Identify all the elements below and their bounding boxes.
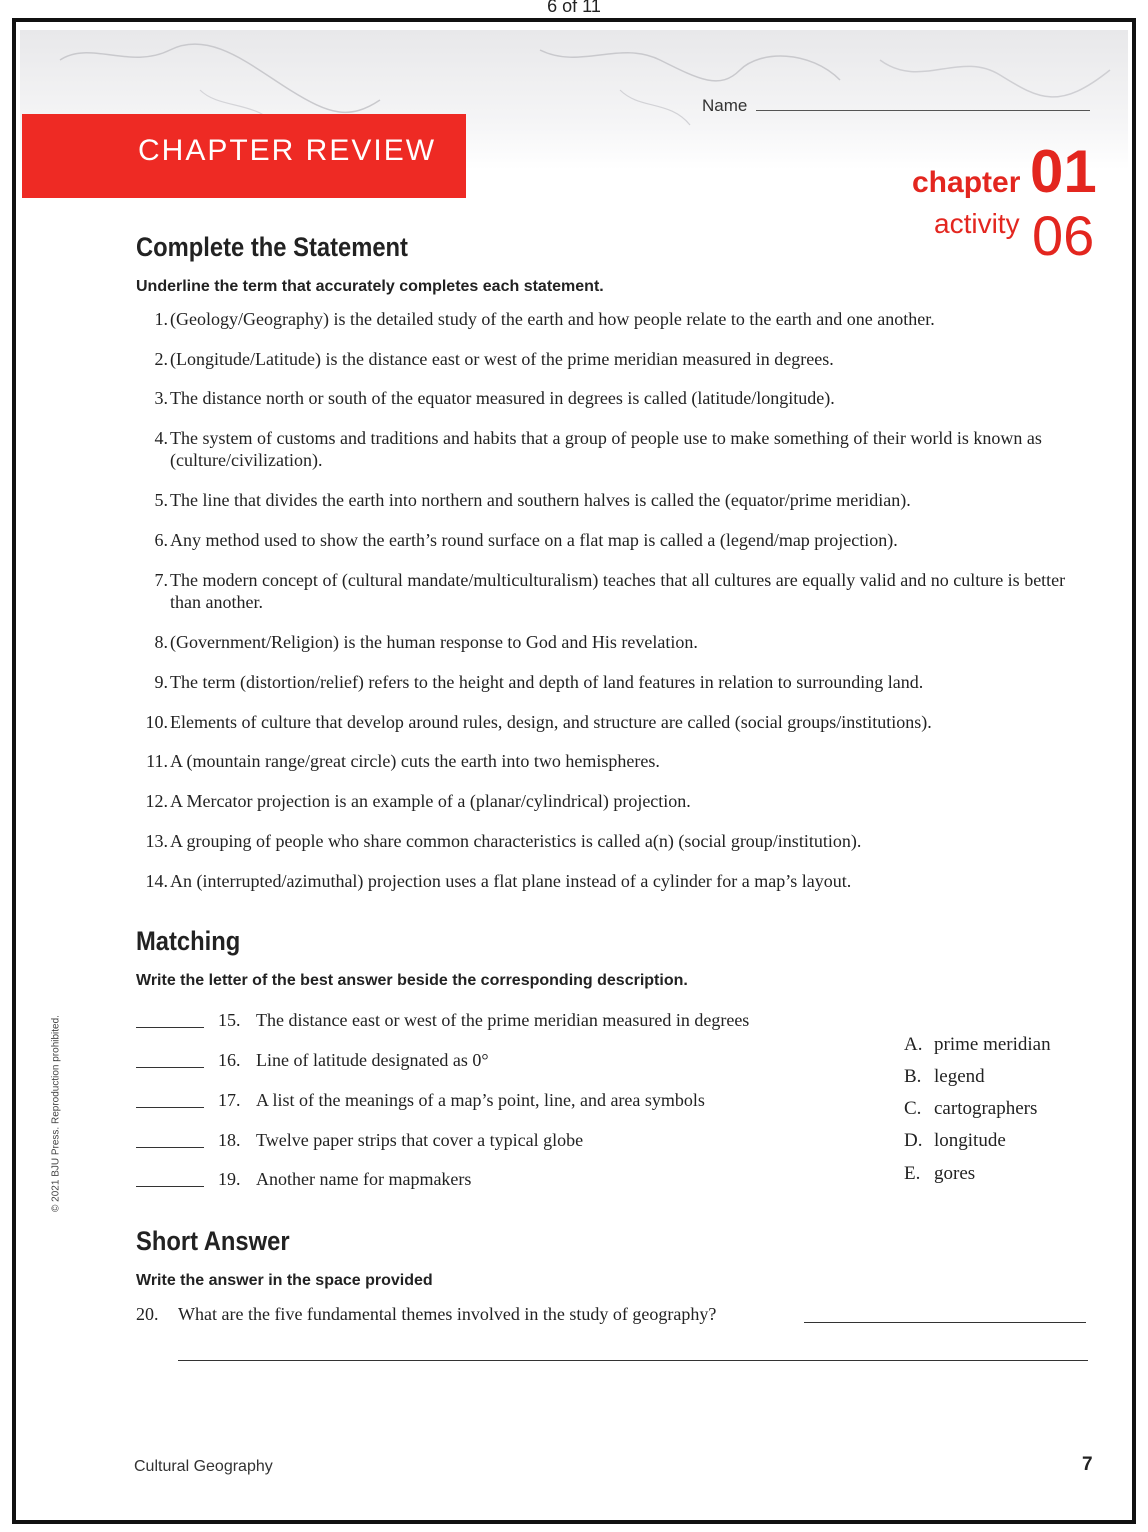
answer-option: [904, 1098, 1037, 1120]
item-number: 2.: [154, 349, 168, 369]
chapter-label: chapter: [912, 166, 1021, 199]
answer-blank[interactable]: [136, 1186, 204, 1187]
item-text: Twelve paper strips that cover a typical globe: [256, 1130, 584, 1150]
answer-option: [904, 1163, 975, 1185]
item-number: 8.: [154, 632, 168, 652]
item-text: A list of the meanings of a map’s point, line, and area symbols: [256, 1090, 705, 1110]
item-number: 10.: [145, 712, 168, 732]
item-text[interactable]: A (mountain range/great circle) cuts the earth into two hemispheres.: [170, 751, 660, 771]
item-number: 5.: [154, 490, 168, 510]
item-text[interactable]: Any method used to show the earth’s round surface on a flat map is called a (legend/map projection).: [170, 530, 898, 550]
section-instruction-short-answer: Write the answer in the space provided: [136, 1272, 433, 1289]
item-number: 6.: [154, 530, 168, 550]
item-number: 7.: [154, 570, 168, 590]
banner-title: CHAPTER REVIEW: [138, 134, 437, 167]
question-text: What are the five fundamental themes involved in the study of geography?: [178, 1304, 717, 1324]
item-text[interactable]: (Geology/Geography) is the detailed study of the earth and how people relate to the earth and one another.: [170, 309, 935, 329]
answer-line[interactable]: [804, 1322, 1086, 1323]
book-title: Cultural Geography: [134, 1458, 273, 1475]
chapter-review-banner: [22, 114, 466, 198]
page-indicator: 6 of 11: [547, 0, 601, 16]
answer-option: [904, 1066, 985, 1088]
item-text[interactable]: A Mercator projection is an example of a (planar/cylindrical) projection.: [170, 791, 691, 811]
item-number: 17.: [218, 1090, 241, 1110]
answer-text: cartographers: [934, 1098, 1038, 1119]
answer-letter: C.: [904, 1098, 922, 1119]
item-text[interactable]: Elements of culture that develop around rules, design, and structure are called (social groups/institutions).: [170, 712, 932, 732]
item-text[interactable]: An (interrupted/azimuthal) projection uses a flat plane instead of a cylinder for a map’s layout.: [170, 871, 852, 891]
answer-text: longitude: [934, 1130, 1006, 1151]
section-instruction-complete-statement: Underline the term that accurately completes each statement.: [136, 278, 604, 295]
item-text[interactable]: The modern concept of (cultural mandate/multiculturalism) teaches that all cultures are equally valid and no culture is better than another.: [170, 570, 1066, 612]
answer-letter: A.: [904, 1034, 923, 1055]
item-number: 1.: [154, 309, 168, 329]
answer-letter: E.: [904, 1163, 921, 1184]
item-text[interactable]: (Longitude/Latitude) is the distance east or west of the prime meridian measured in degrees.: [170, 349, 834, 369]
worksheet-page: [12, 18, 1136, 1524]
section-instruction-matching: Write the letter of the best answer beside the corresponding description.: [136, 972, 688, 989]
item-text[interactable]: The line that divides the earth into northern and southern halves is called the (equator/prime meridian).: [170, 490, 911, 510]
chapter-number: 01: [1030, 138, 1097, 205]
answer-text: gores: [934, 1163, 976, 1184]
item-text[interactable]: (Government/Religion) is the human response to God and His revelation.: [170, 632, 698, 652]
name-label: Name: [702, 96, 748, 115]
copyright-notice: © 2021 BJU Press. Reproduction prohibited.: [50, 1015, 62, 1212]
item-number: 16.: [218, 1050, 241, 1070]
item-number: 9.: [154, 672, 168, 692]
answer-line[interactable]: [178, 1360, 1088, 1361]
item-number: 18.: [218, 1130, 241, 1150]
answer-option: [904, 1130, 1006, 1152]
item-number: 12.: [145, 791, 168, 811]
item-number: 15.: [218, 1010, 241, 1030]
item-text: Another name for mapmakers: [256, 1169, 472, 1189]
section-title-matching: Matching: [136, 926, 241, 956]
item-number: 4.: [154, 428, 168, 448]
activity-label: activity: [934, 208, 1020, 239]
item-text[interactable]: The distance north or south of the equator measured in degrees is called (latitude/longitude).: [170, 388, 835, 408]
section-title-complete-statement: Complete the Statement: [136, 232, 408, 262]
activity-number: 06: [1032, 204, 1095, 267]
item-text[interactable]: The system of customs and traditions and habits that a group of people use to make something of their world is known as (culture/civilization).: [170, 428, 1042, 470]
name-input-line[interactable]: [756, 110, 1090, 111]
answer-letter: D.: [904, 1130, 923, 1151]
page-number: 7: [1082, 1454, 1093, 1475]
answer-letter: B.: [904, 1066, 922, 1087]
answer-text: legend: [934, 1066, 985, 1087]
item-number: 13.: [145, 831, 168, 851]
answer-blank[interactable]: [136, 1107, 204, 1108]
answer-text: prime meridian: [934, 1034, 1051, 1055]
answer-blank[interactable]: [136, 1067, 204, 1068]
question-number: 20.: [136, 1304, 159, 1324]
item-text[interactable]: A grouping of people who share common characteristics is called a(n) (social group/institution).: [170, 831, 862, 851]
item-number: 3.: [154, 388, 168, 408]
answer-blank[interactable]: [136, 1027, 204, 1028]
answer-blank[interactable]: [136, 1147, 204, 1148]
answer-option: [904, 1034, 1051, 1056]
section-title-short-answer: Short Answer: [136, 1226, 290, 1256]
item-text[interactable]: The term (distortion/relief) refers to the height and depth of land features in relation to surrounding land.: [170, 672, 924, 692]
item-number: 14.: [145, 871, 168, 891]
item-text: Line of latitude designated as 0°: [256, 1050, 489, 1070]
item-number: 19.: [218, 1169, 241, 1189]
item-number: 11.: [146, 751, 168, 771]
item-text: The distance east or west of the prime meridian measured in degrees: [256, 1010, 750, 1030]
